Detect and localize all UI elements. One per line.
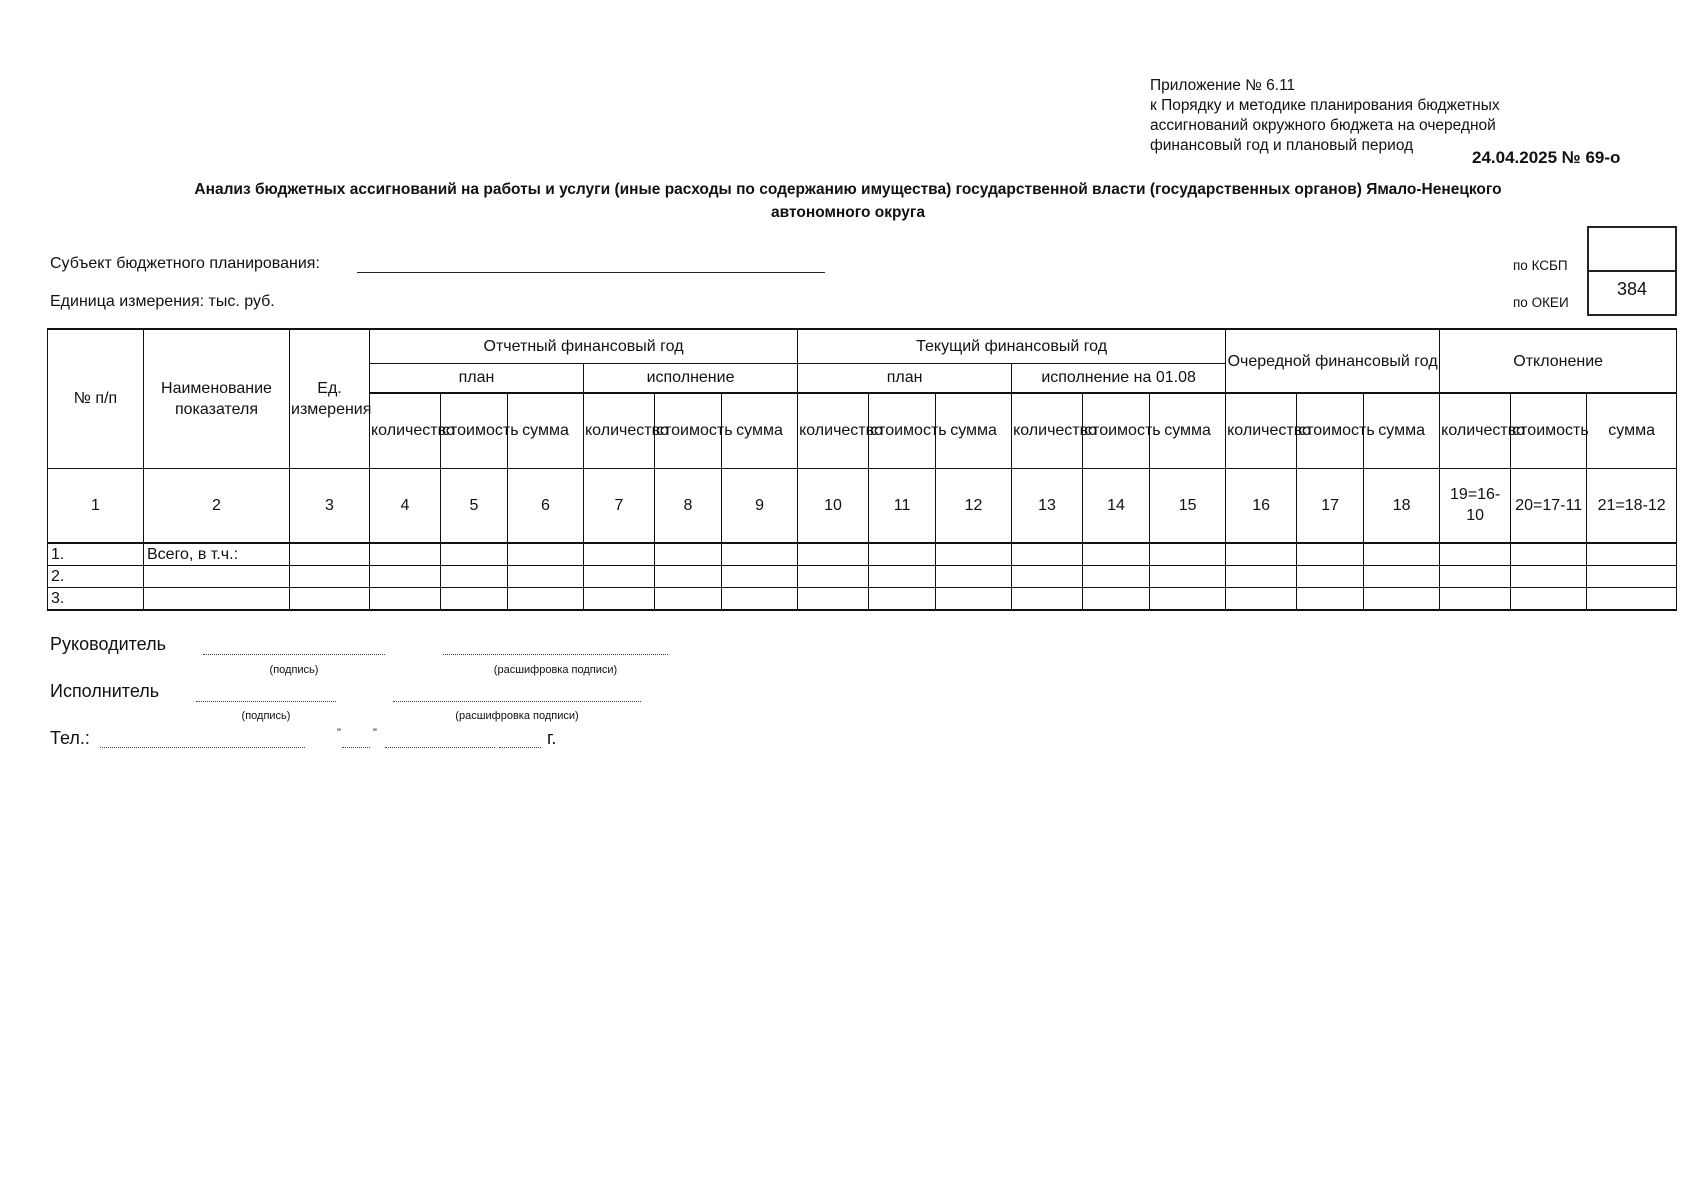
ksbp-label: по КСБП xyxy=(1513,258,1568,273)
executor-decode-caption: (расшифровка подписи) xyxy=(455,710,579,722)
table-cell[interactable] xyxy=(1012,588,1083,611)
table-cell[interactable] xyxy=(584,566,655,588)
year-suffix: г. xyxy=(547,728,557,748)
table-cell[interactable] xyxy=(508,588,584,611)
table-cell[interactable] xyxy=(1226,566,1297,588)
ksbp-value[interactable] xyxy=(1589,228,1675,272)
leaf-quantity: количество xyxy=(1440,393,1511,468)
subheader-plan: план xyxy=(370,363,584,393)
header-current-year: Текущий финансовый год xyxy=(798,329,1226,363)
header-num: № п/п xyxy=(48,329,144,468)
title-line: Анализ бюджетных ассигнований на работы и услуги (иные расходы по содержанию имущества) государственной власти (государственных органов) Ямало-Ненецкого xyxy=(194,181,1502,198)
appendix-line: Приложение № 6.11 xyxy=(1150,77,1296,94)
header-next-year: Очередной финансовый год xyxy=(1226,329,1440,393)
col-number: 17 xyxy=(1297,468,1364,543)
appendix-line: ассигнований окружного бюджета на очередной xyxy=(1150,117,1496,134)
table-cell[interactable] xyxy=(1440,588,1511,611)
subheader-plan: план xyxy=(798,363,1012,393)
table-cell[interactable] xyxy=(1012,566,1083,588)
table-cell[interactable] xyxy=(1150,566,1226,588)
subheader-execution-0108: исполнение на 01.08 xyxy=(1012,363,1226,393)
row-name xyxy=(144,566,290,588)
table-cell[interactable] xyxy=(722,588,798,611)
head-decode-line[interactable] xyxy=(443,654,668,655)
leaf-sum: сумма xyxy=(936,393,1012,468)
table-cell[interactable] xyxy=(584,543,655,566)
table-cell[interactable] xyxy=(869,566,936,588)
table-cell[interactable] xyxy=(290,566,370,588)
phone-label: Тел.: xyxy=(50,728,90,748)
title-line: автономного округа xyxy=(771,204,925,221)
head-label: Руководитель xyxy=(50,634,166,654)
subject-input-line[interactable] xyxy=(357,272,825,273)
appendix-line: финансовый год и плановый период xyxy=(1150,137,1414,154)
executor-signature-caption: (подпись) xyxy=(241,710,291,722)
header-unit: Ед. измерения xyxy=(290,329,370,468)
table-cell[interactable] xyxy=(290,588,370,611)
col-number: 7 xyxy=(584,468,655,543)
subject-label: Субъект бюджетного планирования: xyxy=(50,255,320,272)
col-number: 21=18-12 xyxy=(1587,468,1677,543)
table-cell[interactable] xyxy=(370,588,441,611)
table-row xyxy=(48,588,1677,611)
table-cell[interactable] xyxy=(1083,566,1150,588)
col-number: 9 xyxy=(722,468,798,543)
appendix-note xyxy=(1150,76,1570,156)
table-cell[interactable] xyxy=(655,588,722,611)
col-number: 10 xyxy=(798,468,869,543)
head-signature-line[interactable] xyxy=(203,654,385,655)
table-cell[interactable] xyxy=(370,566,441,588)
document-title xyxy=(60,178,1636,224)
col-number: 2 xyxy=(144,468,290,543)
table-cell[interactable] xyxy=(370,543,441,566)
leaf-cost: стоимость xyxy=(1083,393,1150,468)
col-number: 3 xyxy=(290,468,370,543)
analysis-table xyxy=(47,328,1677,611)
header-name: Наименование показателя xyxy=(144,329,290,468)
col-number: 1 xyxy=(48,468,144,543)
col-number: 4 xyxy=(370,468,441,543)
row-name xyxy=(144,588,290,611)
table-cell[interactable] xyxy=(1226,588,1297,611)
table-cell[interactable] xyxy=(936,543,1012,566)
table-cell[interactable] xyxy=(869,543,936,566)
okei-label: по ОКЕИ xyxy=(1513,295,1569,310)
header-deviation: Отклонение xyxy=(1440,329,1677,393)
table-cell[interactable] xyxy=(1226,543,1297,566)
leaf-quantity: количество xyxy=(798,393,869,468)
leaf-cost: стоимость xyxy=(1297,393,1364,468)
table-cell[interactable] xyxy=(1440,566,1511,588)
table-cell[interactable] xyxy=(798,588,869,611)
executor-label: Исполнитель xyxy=(50,681,160,701)
table-cell[interactable] xyxy=(1511,566,1587,588)
col-number: 8 xyxy=(655,468,722,543)
leaf-cost: стоимость xyxy=(655,393,722,468)
column-number-row xyxy=(48,468,1677,543)
table-cell[interactable] xyxy=(1587,566,1677,588)
leaf-sum: сумма xyxy=(722,393,798,468)
leaf-sum: сумма xyxy=(1150,393,1226,468)
leaf-sum: сумма xyxy=(1364,393,1440,468)
col-number: 11 xyxy=(869,468,936,543)
table-cell[interactable] xyxy=(936,566,1012,588)
table-cell[interactable] xyxy=(1012,543,1083,566)
table-cell[interactable] xyxy=(722,543,798,566)
table-cell[interactable] xyxy=(655,543,722,566)
table-cell[interactable] xyxy=(1083,588,1150,611)
row-num: 2. xyxy=(48,566,144,588)
date-quote-open: " xyxy=(337,727,341,739)
document-date-number: 24.04.2025 № 69-о xyxy=(1472,148,1621,167)
col-number: 14 xyxy=(1083,468,1150,543)
date-month-line[interactable] xyxy=(385,747,495,748)
col-number: 19=16-10 xyxy=(1440,468,1511,543)
phone-line[interactable] xyxy=(100,747,305,748)
leaf-cost: стоимость xyxy=(869,393,936,468)
table-cell[interactable] xyxy=(655,566,722,588)
executor-decode-line[interactable] xyxy=(393,701,641,702)
leaf-quantity: количество xyxy=(370,393,441,468)
table-cell[interactable] xyxy=(1083,543,1150,566)
table-cell[interactable] xyxy=(1587,588,1677,611)
leaf-sum: сумма xyxy=(1587,393,1677,468)
table-cell[interactable] xyxy=(508,543,584,566)
col-number: 15 xyxy=(1150,468,1226,543)
col-number: 6 xyxy=(508,468,584,543)
col-number: 12 xyxy=(936,468,1012,543)
subheader-execution: исполнение xyxy=(584,363,798,393)
leaf-quantity: количество xyxy=(1012,393,1083,468)
table-cell[interactable] xyxy=(936,588,1012,611)
row-num: 1. xyxy=(48,543,144,566)
table-cell[interactable] xyxy=(1440,543,1511,566)
table-cell[interactable] xyxy=(508,566,584,588)
executor-signature-line[interactable] xyxy=(196,701,336,702)
table-cell[interactable] xyxy=(290,543,370,566)
unit-label: Единица измерения: тыс. руб. xyxy=(50,293,275,310)
date-quote-close: " xyxy=(373,727,377,739)
col-number: 16 xyxy=(1226,468,1297,543)
col-number: 18 xyxy=(1364,468,1440,543)
date-day-line[interactable] xyxy=(342,747,370,748)
table-cell[interactable] xyxy=(441,543,508,566)
col-number: 13 xyxy=(1012,468,1083,543)
table-row xyxy=(48,543,1677,566)
table-cell[interactable] xyxy=(1297,566,1364,588)
header-reporting-year: Отчетный финансовый год xyxy=(370,329,798,363)
row-num: 3. xyxy=(48,588,144,611)
table-cell[interactable] xyxy=(869,588,936,611)
appendix-line: к Порядку и методике планирования бюджетных xyxy=(1150,97,1500,114)
table-cell[interactable] xyxy=(1511,588,1587,611)
row-name: Всего, в т.ч.: xyxy=(144,543,290,566)
table-cell[interactable] xyxy=(1150,543,1226,566)
table-cell[interactable] xyxy=(584,588,655,611)
col-number: 5 xyxy=(441,468,508,543)
table-cell[interactable] xyxy=(1587,543,1677,566)
leaf-cost: стоимость xyxy=(1511,393,1587,468)
table-cell[interactable] xyxy=(1364,566,1440,588)
table-cell[interactable] xyxy=(441,566,508,588)
table-cell[interactable] xyxy=(722,566,798,588)
leaf-sum: сумма xyxy=(508,393,584,468)
table-cell[interactable] xyxy=(798,566,869,588)
leaf-cost: стоимость xyxy=(441,393,508,468)
table-cell[interactable] xyxy=(1297,543,1364,566)
head-signature-caption: (подпись) xyxy=(269,664,319,676)
table-cell[interactable] xyxy=(1364,543,1440,566)
date-year-line[interactable] xyxy=(499,747,541,748)
table-cell[interactable] xyxy=(1364,588,1440,611)
leaf-quantity: количество xyxy=(584,393,655,468)
table-row xyxy=(48,566,1677,588)
okei-value[interactable]: 384 xyxy=(1616,279,1648,299)
leaf-quantity: количество xyxy=(1226,393,1297,468)
head-decode-caption: (расшифровка подписи) xyxy=(493,664,618,676)
table-cell[interactable] xyxy=(1297,588,1364,611)
table-cell[interactable] xyxy=(798,543,869,566)
table-cell[interactable] xyxy=(1511,543,1587,566)
table-cell[interactable] xyxy=(441,588,508,611)
table-cell[interactable] xyxy=(1150,588,1226,611)
col-number: 20=17-11 xyxy=(1511,468,1587,543)
code-box xyxy=(1587,226,1677,316)
